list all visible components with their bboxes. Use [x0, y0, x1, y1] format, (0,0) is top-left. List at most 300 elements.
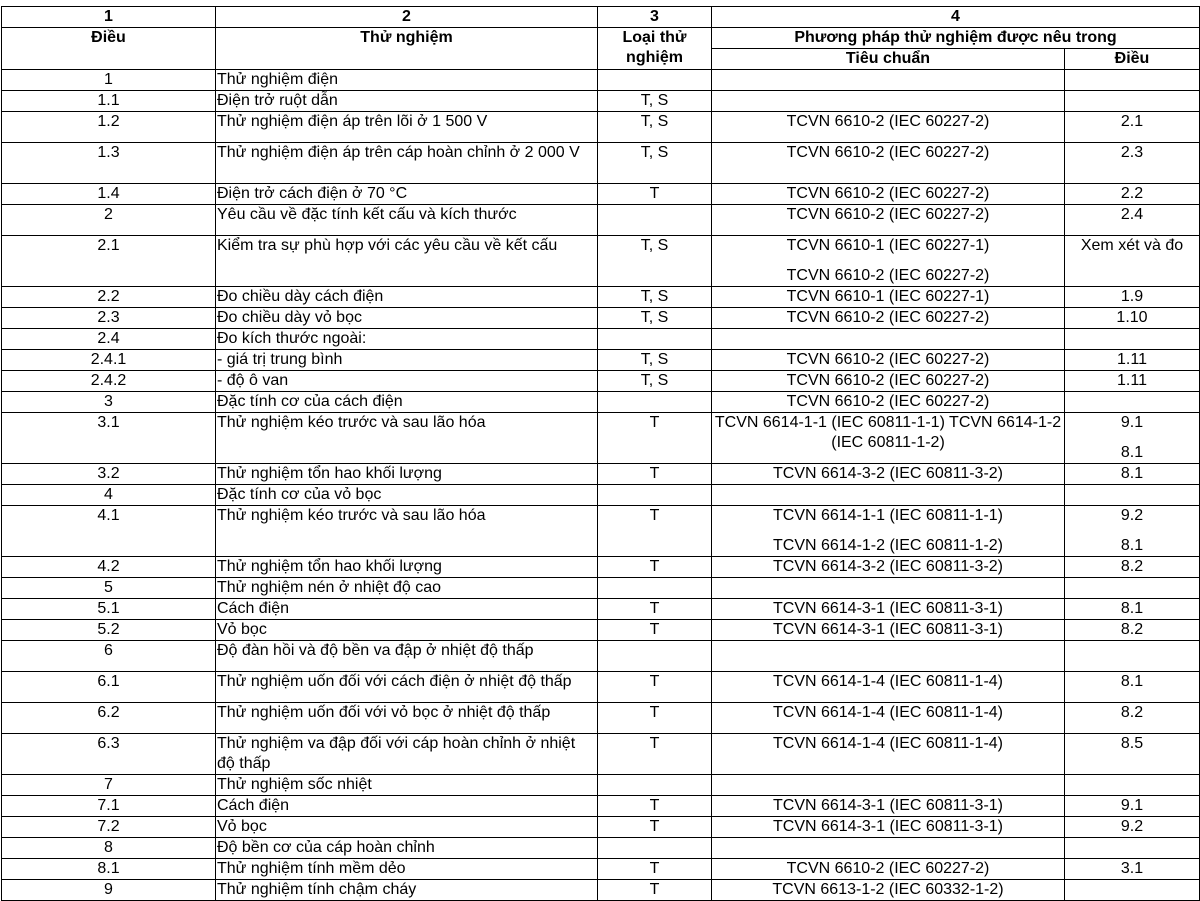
cell-dieu-2: [1065, 143, 1200, 184]
cell-dieu-2-text: Xem xét và đo: [1080, 237, 1184, 254]
cell-loai: [598, 371, 712, 392]
cell-tieu-chuan-text: TCVN 6614-1-1 (IEC 60811-1-1) TCVN 6614-1-2 (IEC 60811-1-2): [714, 414, 1062, 451]
cell-loai-text: T: [649, 558, 660, 575]
cell-thu-nghiem: [216, 112, 598, 143]
cell-thu-nghiem: [216, 880, 598, 901]
cell-dieu-2: [1065, 350, 1200, 371]
table-row: [2, 236, 1200, 287]
cell-tieu-chuan-text: TCVN 6614-1-4 (IEC 60811-1-4): [772, 735, 1004, 752]
table-row: [2, 641, 1200, 672]
cell-loai-text: T, S: [640, 113, 669, 130]
table-row: [2, 329, 1200, 350]
cell-loai-text: T, S: [640, 237, 669, 254]
cell-dieu-2-text: 1.10: [1116, 309, 1148, 326]
table-body: [2, 70, 1200, 901]
cell-dieu-text: 4.2: [97, 558, 120, 575]
cell-thu-nghiem-text: Thử nghiệm điện áp trên lõi ở 1 500 V: [217, 113, 488, 130]
cell-loai-text: T: [649, 507, 660, 524]
test-table: [1, 6, 1200, 901]
table-row: [2, 859, 1200, 880]
cell-dieu-2: [1065, 371, 1200, 392]
cell-dieu-text: 5.1: [97, 600, 120, 617]
cell-dieu: [2, 734, 216, 775]
cell-thu-nghiem: [216, 464, 598, 485]
cell-tieu-chuan-text: TCVN 6614-1-1 (IEC 60811-1-1): [772, 507, 1004, 524]
cell-dieu-2: [1065, 838, 1200, 859]
cell-dieu-2-text-2: 8.1: [1120, 444, 1144, 461]
cell-dieu: [2, 350, 216, 371]
cell-dieu-text: 1: [104, 71, 113, 88]
cell-tieu-chuan: [712, 641, 1065, 672]
cell-tieu-chuan: [712, 578, 1065, 599]
cell-thu-nghiem-text: Thử nghiệm kéo trước và sau lão hóa: [217, 507, 486, 524]
cell-thu-nghiem-text: Thử nghiệm tổn hao khối lượng: [217, 465, 442, 482]
cell-thu-nghiem: [216, 672, 598, 703]
cell-loai: [598, 464, 712, 485]
cell-dieu-2: [1065, 775, 1200, 796]
cell-dieu-2: [1065, 796, 1200, 817]
cell-thu-nghiem: [216, 796, 598, 817]
cell-dieu-text: 8: [104, 839, 113, 856]
cell-tieu-chuan-text: TCVN 6614-3-2 (IEC 60811-3-2): [772, 558, 1004, 575]
cell-loai: [598, 112, 712, 143]
cell-dieu-2-text: 2.1: [1120, 113, 1144, 130]
cell-dieu-2: [1065, 287, 1200, 308]
cell-dieu: [2, 464, 216, 485]
cell-loai: [598, 350, 712, 371]
cell-loai: [598, 287, 712, 308]
cell-loai: [598, 817, 712, 838]
cell-dieu: [2, 880, 216, 901]
cell-loai: [598, 308, 712, 329]
table-row: [2, 464, 1200, 485]
cell-dieu-2-text: 2.2: [1120, 185, 1144, 202]
cell-loai: [598, 880, 712, 901]
cell-dieu-2-text: 8.2: [1120, 558, 1144, 575]
cell-thu-nghiem-text: Vỏ bọc: [217, 818, 267, 835]
cell-tieu-chuan-text: TCVN 6614-3-2 (IEC 60811-3-2): [772, 465, 1004, 482]
cell-tieu-chuan-text: TCVN 6614-3-1 (IEC 60811-3-1): [772, 600, 1004, 617]
cell-tieu-chuan: [712, 205, 1065, 236]
table-row: [2, 734, 1200, 775]
cell-tieu-chuan-text: TCVN 6610-1 (IEC 60227-1): [786, 288, 990, 305]
cell-dieu: [2, 672, 216, 703]
cell-loai: [598, 413, 712, 464]
cell-thu-nghiem-text: - độ ô van: [217, 372, 289, 389]
cell-tieu-chuan-text: TCVN 6614-3-1 (IEC 60811-3-1): [772, 797, 1004, 814]
cell-dieu-2: [1065, 329, 1200, 350]
cell-dieu-text: 2: [104, 206, 113, 223]
cell-thu-nghiem-text: Thử nghiệm va đập đối với cáp hoàn chỉnh ở nhiệt độ thấp: [217, 735, 576, 772]
cell-dieu: [2, 641, 216, 672]
cell-tieu-chuan: [712, 672, 1065, 703]
cell-dieu: [2, 236, 216, 287]
table-row: [2, 578, 1200, 599]
cell-dieu-text: 7.2: [97, 818, 120, 835]
cell-tieu-chuan: [712, 184, 1065, 205]
cell-thu-nghiem: [216, 70, 598, 91]
cell-dieu-text: 4.1: [97, 507, 120, 524]
cell-tieu-chuan-text: TCVN 6610-2 (IEC 60227-2): [786, 393, 990, 410]
cell-thu-nghiem-text: Thử nghiệm tính chậm cháy: [217, 881, 417, 898]
cell-dieu-2: [1065, 859, 1200, 880]
cell-tieu-chuan: [712, 557, 1065, 578]
table-row: [2, 143, 1200, 184]
cell-dieu: [2, 413, 216, 464]
cell-dieu: [2, 184, 216, 205]
cell-dieu-2-text-2: 8.1: [1120, 537, 1144, 554]
cell-dieu: [2, 703, 216, 734]
cell-dieu: [2, 506, 216, 557]
cell-dieu-text: 3.2: [97, 465, 120, 482]
header-loai-line2: nghiệm: [626, 49, 683, 66]
cell-loai: [598, 184, 712, 205]
table-row: [2, 817, 1200, 838]
cell-dieu-text: 7.1: [97, 797, 120, 814]
cell-thu-nghiem-text: Thử nghiệm uốn đối với cách điện ở nhiệt độ thấp: [217, 673, 572, 690]
table-row: [2, 184, 1200, 205]
cell-thu-nghiem-text: Thử nghiệm điện áp trên cáp hoàn chỉnh ở 2 000 V: [217, 144, 580, 161]
cell-dieu-2-text: 9.2: [1120, 507, 1144, 524]
cell-loai-text: T: [649, 704, 660, 721]
cell-thu-nghiem: [216, 578, 598, 599]
cell-tieu-chuan: [712, 91, 1065, 112]
cell-loai-text: T: [649, 797, 660, 814]
cell-dieu-text: 8.1: [97, 860, 120, 877]
cell-thu-nghiem: [216, 350, 598, 371]
cell-tieu-chuan-text: TCVN 6610-1 (IEC 60227-1): [786, 237, 990, 254]
cell-tieu-chuan: [712, 880, 1065, 901]
cell-dieu-text: 5: [104, 579, 113, 596]
cell-loai: [598, 796, 712, 817]
cell-tieu-chuan: [712, 775, 1065, 796]
cell-loai: [598, 672, 712, 703]
cell-loai: [598, 205, 712, 236]
cell-tieu-chuan: [712, 392, 1065, 413]
cell-dieu-text: 2.3: [97, 309, 120, 326]
cell-dieu: [2, 287, 216, 308]
cell-dieu-2-text: 8.1: [1120, 673, 1144, 690]
cell-loai: [598, 506, 712, 557]
cell-dieu-2-text: 1.11: [1117, 372, 1147, 389]
cell-thu-nghiem-text: Đo chiều dày vỏ bọc: [217, 309, 362, 326]
table-row: [2, 880, 1200, 901]
cell-thu-nghiem-text: Đặc tính cơ của vỏ bọc: [217, 486, 382, 503]
cell-loai-text: T: [649, 600, 660, 617]
cell-thu-nghiem-text: Thử nghiệm điện: [217, 71, 338, 88]
cell-loai-text: T: [649, 818, 660, 835]
cell-thu-nghiem-text: Thử nghiệm kéo trước và sau lão hóa: [217, 414, 486, 431]
cell-tieu-chuan-text: TCVN 6610-2 (IEC 60227-2): [786, 206, 990, 223]
cell-tieu-chuan: [712, 308, 1065, 329]
cell-dieu: [2, 392, 216, 413]
cell-tieu-chuan: [712, 506, 1065, 557]
table-row: [2, 703, 1200, 734]
cell-loai-text: T, S: [640, 144, 669, 161]
cell-loai: [598, 329, 712, 350]
cell-dieu: [2, 205, 216, 236]
cell-dieu-2-text: 9.1: [1120, 414, 1144, 431]
cell-dieu-2: [1065, 112, 1200, 143]
cell-dieu-2-text: 8.5: [1120, 735, 1144, 752]
cell-dieu: [2, 112, 216, 143]
cell-dieu: [2, 143, 216, 184]
cell-loai-text: T: [649, 735, 660, 752]
cell-tieu-chuan-text: TCVN 6610-2 (IEC 60227-2): [786, 144, 990, 161]
cell-dieu-text: 2.4.1: [90, 351, 127, 368]
cell-dieu-2-text: 8.2: [1120, 621, 1144, 638]
cell-dieu-2-text: 1.11: [1117, 351, 1147, 368]
cell-loai: [598, 703, 712, 734]
cell-thu-nghiem-text: - giá trị trung bình: [217, 351, 343, 368]
cell-dieu-2: [1065, 641, 1200, 672]
cell-dieu-2: [1065, 599, 1200, 620]
cell-dieu-text: 6.1: [97, 673, 120, 690]
cell-loai-text: T: [649, 185, 660, 202]
cell-thu-nghiem-text: Thử nghiệm tổn hao khối lượng: [217, 558, 442, 575]
cell-thu-nghiem-text: Cách điện: [217, 797, 290, 814]
cell-tieu-chuan-text: TCVN 6610-2 (IEC 60227-2): [786, 372, 990, 389]
cell-loai: [598, 236, 712, 287]
cell-loai-text: T, S: [640, 372, 669, 389]
cell-tieu-chuan: [712, 236, 1065, 287]
cell-dieu-2: [1065, 236, 1200, 287]
cell-dieu-2-text: 3.1: [1120, 860, 1144, 877]
cell-dieu-2: [1065, 506, 1200, 557]
cell-dieu: [2, 817, 216, 838]
table-row: [2, 308, 1200, 329]
table-row: [2, 485, 1200, 506]
cell-dieu: [2, 485, 216, 506]
cell-dieu-2: [1065, 392, 1200, 413]
cell-dieu-2-text: 8.1: [1120, 600, 1144, 617]
cell-dieu-2: [1065, 464, 1200, 485]
cell-thu-nghiem: [216, 703, 598, 734]
cell-dieu-text: 1.2: [97, 113, 120, 130]
cell-loai: [598, 599, 712, 620]
cell-dieu-2: [1065, 70, 1200, 91]
cell-loai-text: T, S: [640, 351, 669, 368]
cell-thu-nghiem: [216, 205, 598, 236]
cell-thu-nghiem: [216, 641, 598, 672]
table-row: [2, 91, 1200, 112]
cell-thu-nghiem: [216, 734, 598, 775]
cell-dieu-2: [1065, 734, 1200, 775]
cell-thu-nghiem-text: Thử nghiệm sốc nhiệt: [217, 776, 372, 793]
cell-loai-text: T, S: [640, 92, 669, 109]
cell-dieu-text: 6.2: [97, 704, 120, 721]
cell-thu-nghiem: [216, 817, 598, 838]
cell-dieu-2: [1065, 578, 1200, 599]
cell-thu-nghiem-text: Độ bền cơ của cáp hoàn chỉnh: [217, 839, 435, 856]
cell-thu-nghiem-text: Thử nghiệm uốn đối với vỏ bọc ở nhiệt độ thấp: [217, 704, 551, 721]
header-tieu-chuan: Tiêu chuẩn: [712, 49, 1065, 70]
cell-dieu-text: 5.2: [97, 621, 120, 638]
cell-thu-nghiem: [216, 413, 598, 464]
cell-dieu-text: 2.1: [97, 237, 120, 254]
cell-thu-nghiem-text: Đặc tính cơ của cách điện: [217, 393, 403, 410]
cell-dieu: [2, 578, 216, 599]
cell-dieu-2-text: 8.1: [1120, 465, 1144, 482]
cell-loai: [598, 578, 712, 599]
cell-dieu: [2, 557, 216, 578]
cell-thu-nghiem: [216, 859, 598, 880]
cell-dieu-text: 2.4.2: [90, 372, 127, 389]
cell-tieu-chuan: [712, 620, 1065, 641]
cell-tieu-chuan-text: TCVN 6610-2 (IEC 60227-2): [786, 860, 990, 877]
cell-dieu: [2, 796, 216, 817]
cell-dieu-2-text: 9.1: [1120, 797, 1144, 814]
header-loai-line1: Loại thử: [622, 29, 687, 46]
table-row: [2, 796, 1200, 817]
cell-dieu-2: [1065, 817, 1200, 838]
cell-dieu-2: [1065, 485, 1200, 506]
table-row: [2, 70, 1200, 91]
table-row: [2, 392, 1200, 413]
cell-dieu-2: [1065, 672, 1200, 703]
cell-dieu: [2, 838, 216, 859]
table-row: [2, 287, 1200, 308]
cell-tieu-chuan-text: TCVN 6610-2 (IEC 60227-2): [786, 351, 990, 368]
cell-dieu-2-text: 2.3: [1120, 144, 1144, 161]
col-number-4: 4: [712, 7, 1200, 28]
cell-dieu-text: 6.3: [97, 735, 120, 752]
cell-thu-nghiem: [216, 91, 598, 112]
cell-dieu: [2, 91, 216, 112]
cell-loai-text: T: [649, 414, 660, 431]
table-row: [2, 599, 1200, 620]
header-phuong-phap: Phương pháp thử nghiệm được nêu trong: [712, 28, 1200, 49]
cell-thu-nghiem-text: Kiểm tra sự phù hợp với các yêu cầu về kết cấu: [217, 237, 558, 254]
cell-tieu-chuan-text: TCVN 6614-1-4 (IEC 60811-1-4): [772, 704, 1004, 721]
cell-loai: [598, 859, 712, 880]
cell-loai: [598, 91, 712, 112]
table-row: [2, 838, 1200, 859]
cell-tieu-chuan: [712, 112, 1065, 143]
cell-thu-nghiem: [216, 599, 598, 620]
cell-dieu-2-text: 8.2: [1120, 704, 1144, 721]
cell-tieu-chuan-text: TCVN 6610-2 (IEC 60227-2): [786, 309, 990, 326]
cell-tieu-chuan-text: TCVN 6613-1-2 (IEC 60332-1-2): [772, 881, 1004, 898]
cell-tieu-chuan: [712, 143, 1065, 184]
cell-thu-nghiem-text: Thử nghiệm nén ở nhiệt độ cao: [217, 579, 442, 596]
cell-thu-nghiem: [216, 308, 598, 329]
cell-thu-nghiem: [216, 775, 598, 796]
cell-dieu-text: 2.2: [97, 288, 120, 305]
cell-thu-nghiem-text: Đo chiều dày cách điện: [217, 288, 384, 305]
cell-thu-nghiem-text: Điện trở cách điện ở 70 °C: [217, 185, 408, 202]
cell-thu-nghiem-text: Yêu cầu về đặc tính kết cấu và kích thước: [217, 206, 517, 223]
cell-thu-nghiem: [216, 236, 598, 287]
cell-dieu-text: 3: [104, 393, 113, 410]
cell-dieu: [2, 620, 216, 641]
col-number-2: 2: [216, 7, 598, 28]
cell-tieu-chuan: [712, 329, 1065, 350]
cell-thu-nghiem-text: Độ đàn hồi và độ bền va đập ở nhiệt độ thấp: [217, 642, 534, 659]
cell-thu-nghiem: [216, 557, 598, 578]
table-row: [2, 350, 1200, 371]
table-row: [2, 620, 1200, 641]
table-row: [2, 506, 1200, 557]
table-row: [2, 205, 1200, 236]
cell-dieu-2: [1065, 308, 1200, 329]
cell-tieu-chuan-text-2: TCVN 6610-2 (IEC 60227-2): [786, 267, 990, 284]
cell-loai-text: T: [649, 860, 660, 877]
cell-dieu-2-text: 1.9: [1120, 288, 1144, 305]
cell-loai-text: T: [649, 621, 660, 638]
cell-dieu-text: 2.4: [97, 330, 120, 347]
cell-tieu-chuan-text: TCVN 6614-3-1 (IEC 60811-3-1): [772, 621, 1004, 638]
cell-loai-text: T: [649, 673, 660, 690]
cell-loai-text: T: [649, 465, 660, 482]
cell-dieu-text: 1.4: [97, 185, 120, 202]
cell-dieu-text: 7: [104, 776, 113, 793]
table-row: [2, 413, 1200, 464]
cell-loai: [598, 641, 712, 672]
header-loai-thu-nghiem: [598, 28, 712, 70]
cell-loai-text: T: [649, 881, 660, 898]
cell-loai: [598, 392, 712, 413]
cell-dieu-2: [1065, 184, 1200, 205]
cell-tieu-chuan: [712, 287, 1065, 308]
table-row: [2, 112, 1200, 143]
cell-tieu-chuan-text: TCVN 6610-2 (IEC 60227-2): [786, 113, 990, 130]
cell-dieu-2: [1065, 557, 1200, 578]
cell-dieu-2: [1065, 413, 1200, 464]
cell-thu-nghiem-text: Điện trở ruột dẫn: [217, 92, 338, 109]
cell-thu-nghiem: [216, 506, 598, 557]
table-row: [2, 775, 1200, 796]
cell-thu-nghiem: [216, 392, 598, 413]
cell-thu-nghiem: [216, 620, 598, 641]
cell-dieu-text: 6: [104, 642, 113, 659]
cell-thu-nghiem: [216, 184, 598, 205]
col-number-1: 1: [2, 7, 216, 28]
cell-loai-text: T, S: [640, 309, 669, 326]
cell-dieu: [2, 371, 216, 392]
cell-thu-nghiem: [216, 143, 598, 184]
cell-loai: [598, 734, 712, 775]
cell-dieu: [2, 329, 216, 350]
cell-dieu: [2, 775, 216, 796]
cell-dieu-2-text: 9.2: [1120, 818, 1144, 835]
cell-dieu-2-text: 2.4: [1120, 206, 1144, 223]
cell-dieu: [2, 599, 216, 620]
cell-dieu: [2, 308, 216, 329]
cell-loai-text: T, S: [640, 288, 669, 305]
cell-tieu-chuan: [712, 838, 1065, 859]
cell-tieu-chuan-text: TCVN 6610-2 (IEC 60227-2): [786, 185, 990, 202]
cell-dieu: [2, 859, 216, 880]
cell-dieu-text: 1.3: [97, 144, 120, 161]
cell-thu-nghiem-text: Thử nghiệm tính mềm dẻo: [217, 860, 406, 877]
cell-loai: [598, 838, 712, 859]
cell-loai: [598, 775, 712, 796]
cell-thu-nghiem: [216, 287, 598, 308]
cell-loai: [598, 557, 712, 578]
cell-dieu-2: [1065, 205, 1200, 236]
cell-tieu-chuan: [712, 796, 1065, 817]
cell-tieu-chuan: [712, 859, 1065, 880]
cell-loai: [598, 620, 712, 641]
table-row: [2, 672, 1200, 703]
cell-dieu-2: [1065, 91, 1200, 112]
header-dieu: Điều: [2, 28, 216, 70]
cell-thu-nghiem-text: Vỏ bọc: [217, 621, 267, 638]
cell-tieu-chuan: [712, 70, 1065, 91]
cell-tieu-chuan: [712, 413, 1065, 464]
cell-loai: [598, 143, 712, 184]
